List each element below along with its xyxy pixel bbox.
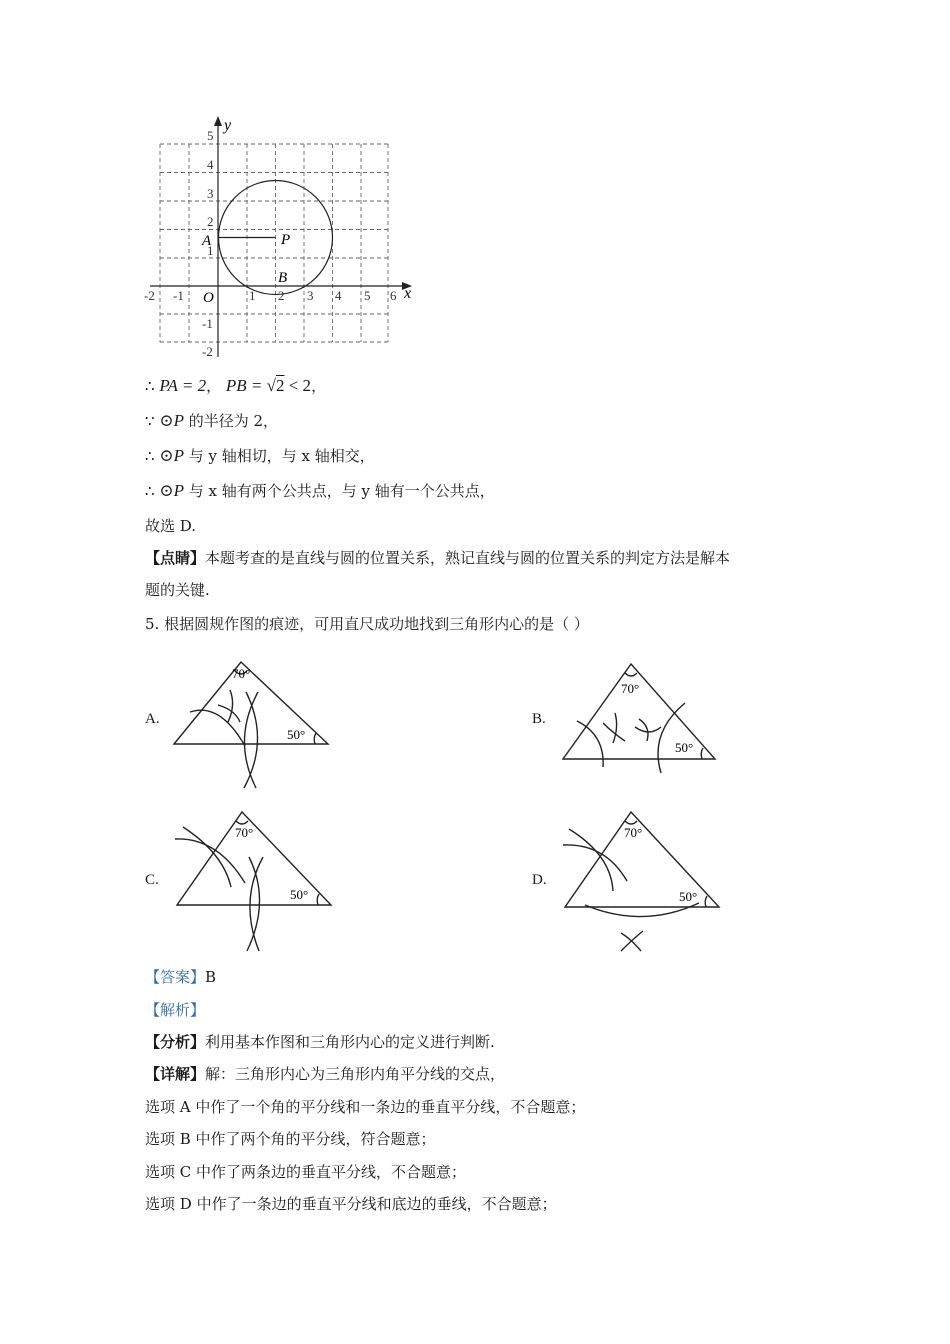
- solution-line-2: [145, 411, 278, 431]
- grid: [160, 144, 388, 342]
- xiangjie-text: 解：三角形内心为三角形内角平分线的交点，: [205, 1065, 506, 1083]
- top-angle-label: 70°: [232, 666, 251, 681]
- y-axis-label: y: [224, 117, 232, 134]
- option-analysis-b: 选项 B 中作了两个角的平分线，符合题意；: [145, 1130, 436, 1148]
- top-angle-label: 70°: [624, 825, 643, 840]
- answer-label: 【答案】: [145, 968, 206, 986]
- x-tick: 6: [390, 288, 397, 303]
- x-tick: 4: [335, 288, 342, 303]
- top-angle-label: 70°: [621, 681, 640, 696]
- y-tick: 5: [207, 128, 214, 143]
- circle-p-symbol: ⊙P: [159, 411, 184, 430]
- line-end: ，: [311, 377, 327, 395]
- compass-arc: [613, 713, 617, 743]
- circle-p-symbol: ⊙P: [159, 446, 184, 465]
- point-a-label: A: [202, 233, 212, 249]
- solution-line-4: [145, 481, 495, 501]
- solution-text: 的半径为 2，: [188, 412, 279, 430]
- angle-arc-right: [705, 896, 707, 907]
- compass-arc: [250, 857, 263, 951]
- xiangjie-label: 【详解】: [145, 1065, 206, 1083]
- solution-line-5: 故选 D.: [145, 517, 197, 535]
- compass-arc: [228, 690, 233, 722]
- solution-text: 与 x 轴有两个公共点，与 y 轴有一个公共点，: [188, 482, 495, 500]
- angle-arc-top: [625, 673, 637, 676]
- y-tick: -1: [202, 316, 213, 331]
- pb-equation-prefix: PB =: [225, 376, 267, 395]
- x-tick: -1: [173, 288, 184, 303]
- right-angle-label: 50°: [290, 887, 309, 902]
- x-tick-labels: [144, 288, 397, 303]
- origin-label: O: [203, 290, 214, 306]
- y-tick: 3: [207, 186, 214, 201]
- angle-arc-top: [625, 821, 637, 824]
- solution-line-3: [145, 446, 375, 466]
- right-angle-label: 50°: [675, 740, 694, 755]
- solution-line-1: [145, 376, 326, 396]
- compass-arc: [569, 829, 613, 891]
- compass-arc: [577, 721, 603, 767]
- x-tick: 2: [278, 288, 285, 303]
- question-5-text: 5. 根据圆规作图的痕迹，可用直尺成功地找到三角形内心的是（ ）: [145, 615, 589, 633]
- answer-value: B: [205, 968, 217, 986]
- therefore-symbol: ∴: [145, 482, 155, 500]
- solution-text: 与 y 轴相切，与 x 轴相交，: [188, 447, 375, 465]
- therefore-symbol: ∴: [145, 447, 155, 465]
- option-a-figure: [160, 650, 340, 790]
- y-tick: -2: [202, 344, 213, 359]
- right-angle-label: 50°: [679, 889, 698, 904]
- option-analysis-a: 选项 A 中作了一个角的平分线和一条边的垂直平分线，不合题意；: [145, 1098, 586, 1116]
- compass-arc: [247, 857, 260, 951]
- option-d-label: D.: [532, 872, 547, 888]
- point-p-label: P: [281, 232, 291, 248]
- angle-arc-right: [317, 894, 319, 905]
- top-angle-label: 70°: [235, 825, 254, 840]
- comment-text: 本题考查的是直线与圆的位置关系，熟记直线与圆的位置关系的判定方法是解本: [205, 549, 731, 567]
- point-b-label: B: [278, 270, 288, 286]
- circle-p-symbol: ⊙P: [159, 481, 184, 500]
- compass-arc: [621, 931, 643, 951]
- compass-arc: [175, 839, 245, 883]
- fenxi-text: 利用基本作图和三角形内心的定义进行判断.: [205, 1033, 495, 1051]
- comment-line-2: 题的关键.: [145, 581, 210, 599]
- option-d-figure: [555, 805, 735, 955]
- sqrt-symbol: √: [266, 376, 276, 395]
- option-analysis-d: 选项 D 中作了一条边的垂直平分线和底边的垂线，不合题意；: [145, 1195, 557, 1213]
- y-tick: 1: [207, 243, 214, 258]
- compass-arc: [658, 703, 685, 773]
- therefore-symbol: ∴: [145, 377, 155, 395]
- option-c-label: C.: [145, 872, 159, 888]
- answer-line: [145, 967, 216, 987]
- because-symbol: ∵: [145, 412, 155, 430]
- angle-arc-right: [314, 733, 316, 744]
- pb-equation-suffix: < 2: [284, 376, 312, 395]
- angle-arc-right: [701, 748, 703, 759]
- x-axis-label: x: [404, 285, 412, 302]
- angle-arc-top: [236, 821, 248, 824]
- option-b-label: B.: [532, 711, 546, 727]
- fenxi-label: 【分析】: [145, 1033, 206, 1051]
- option-c-figure: [165, 805, 345, 955]
- analysis-label: 【解析】: [145, 1001, 206, 1019]
- fenxi-line: [145, 1032, 495, 1052]
- sqrt-radicand: 2: [275, 376, 285, 395]
- separator: ，: [206, 377, 222, 395]
- y-tick: 2: [207, 214, 214, 229]
- x-tick: -2: [144, 288, 155, 303]
- option-a-label: A.: [145, 711, 160, 727]
- pa-equation: PA = 2: [159, 376, 207, 395]
- compass-arc: [585, 903, 699, 917]
- x-tick: 1: [249, 288, 256, 303]
- xiangjie-line: [145, 1064, 505, 1084]
- option-b-figure: [555, 655, 735, 785]
- right-angle-label: 50°: [287, 727, 306, 742]
- comment-label: 【点睛】: [145, 549, 206, 567]
- x-tick: 5: [364, 288, 371, 303]
- option-analysis-c: 选项 C 中作了两条边的垂直平分线，不合题意；: [145, 1163, 467, 1181]
- y-tick: 4: [207, 157, 214, 172]
- coordinate-graph: [140, 112, 430, 364]
- x-tick: 3: [307, 288, 314, 303]
- comment-line-1: [145, 548, 730, 568]
